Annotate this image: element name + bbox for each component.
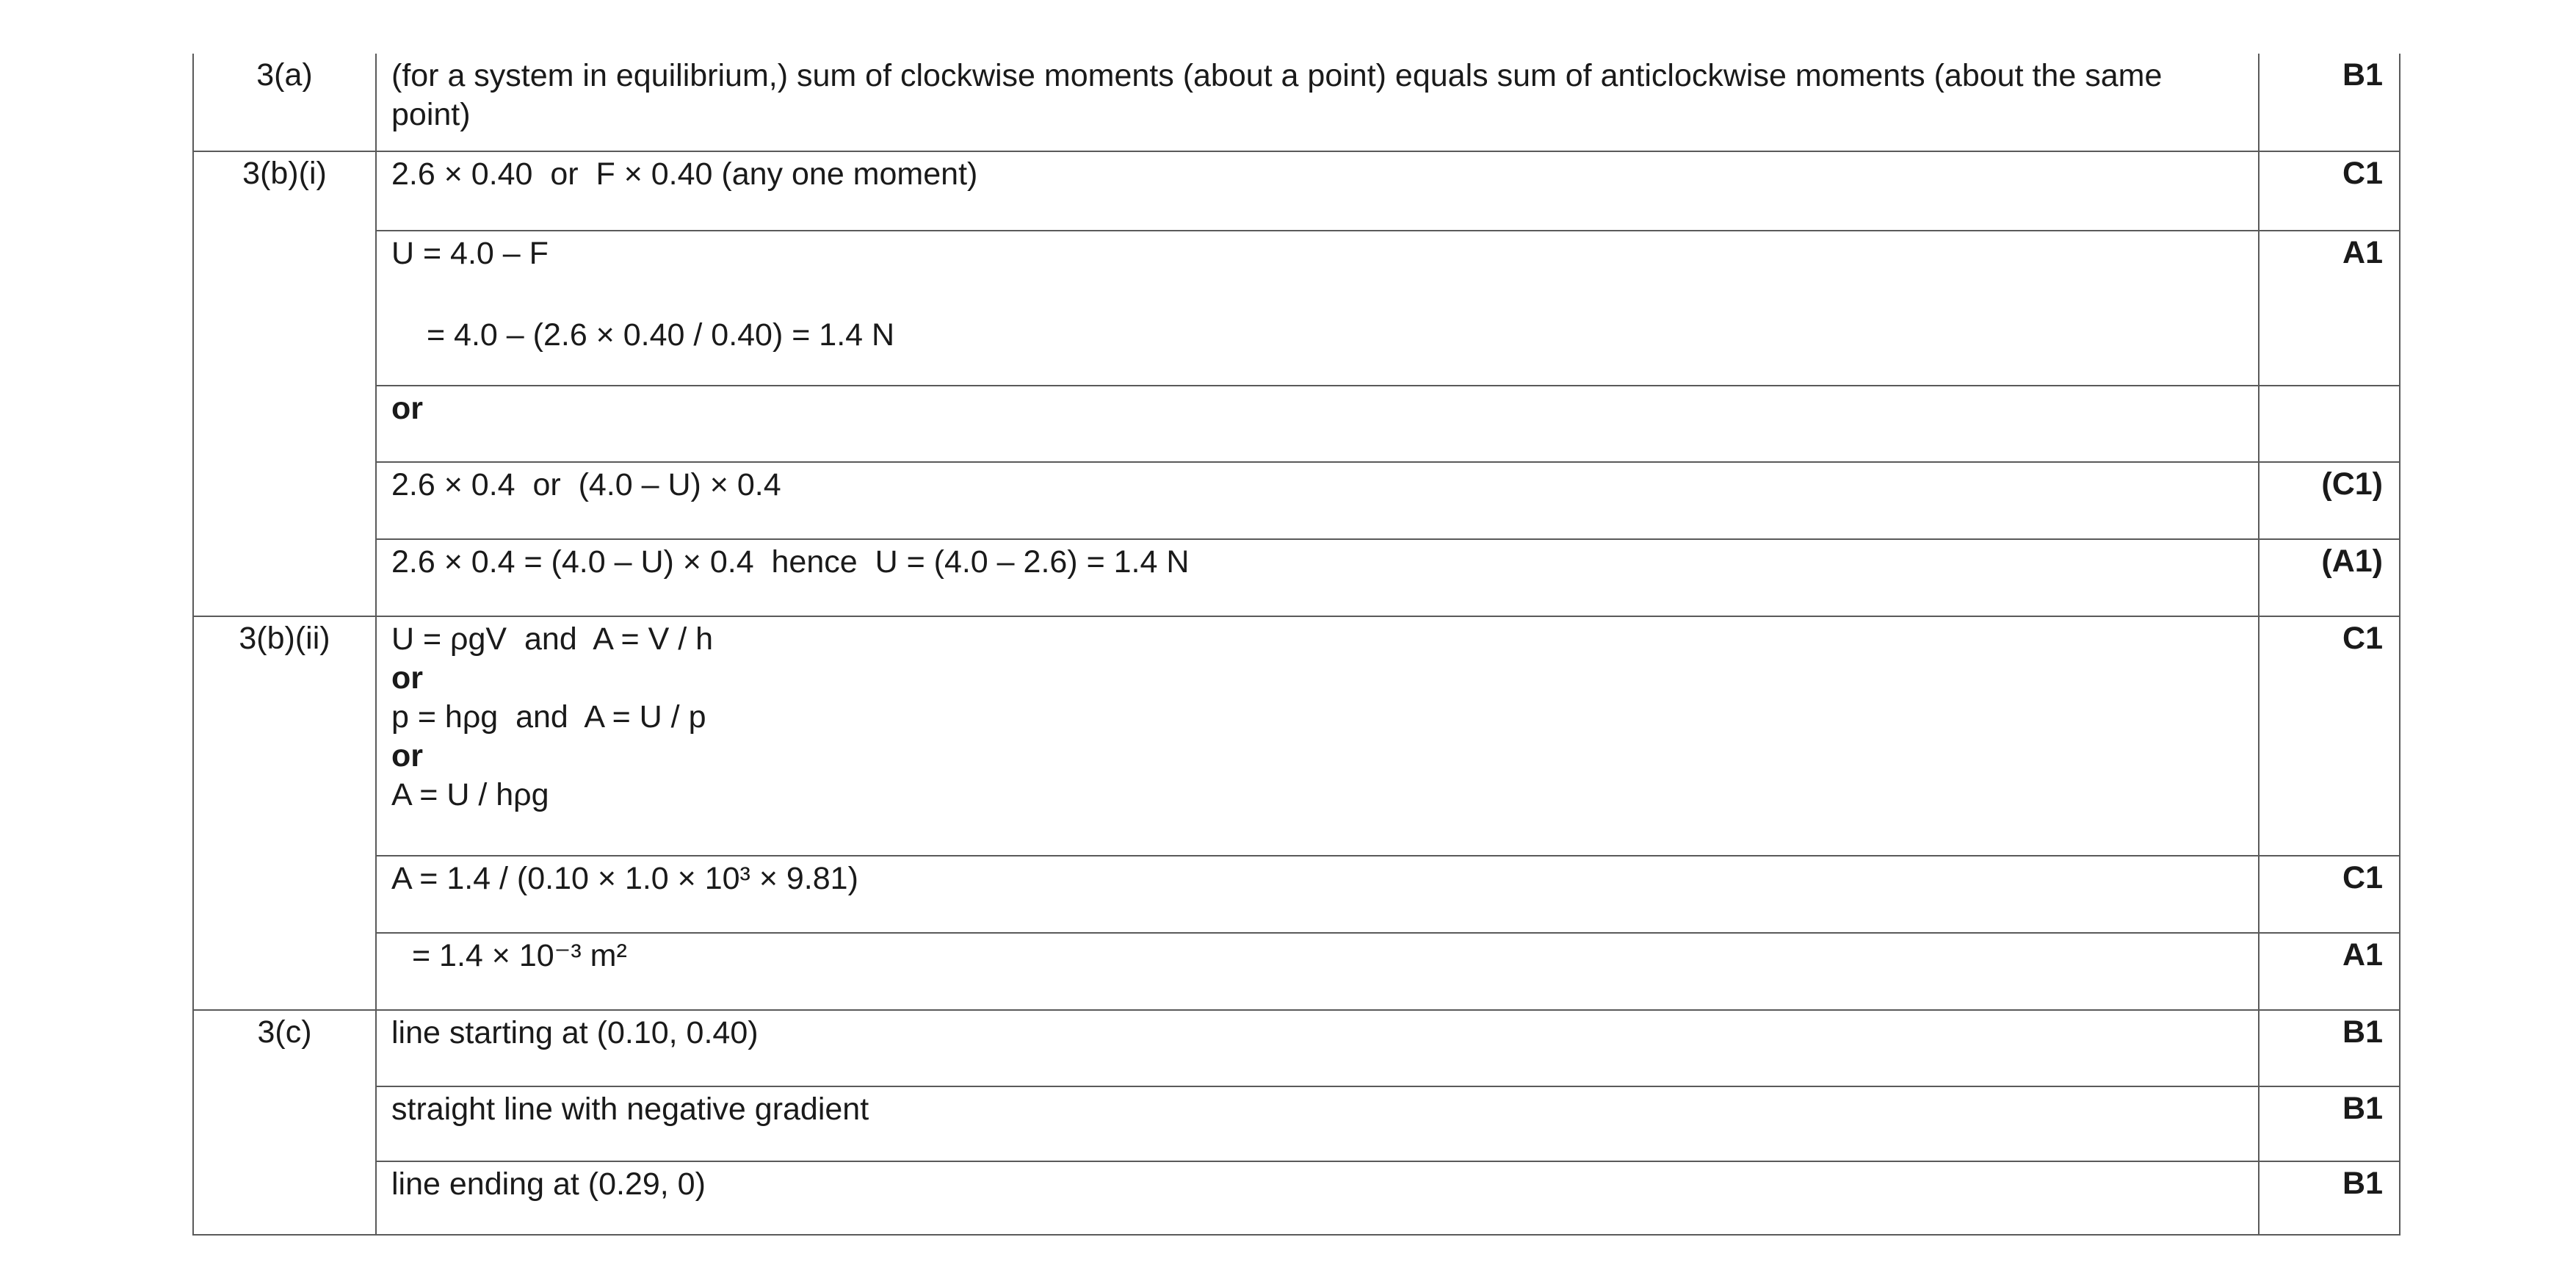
answer-rows: [377, 152, 2399, 616]
mark-cell: [2260, 386, 2399, 461]
question-group-3c: [194, 1009, 2399, 1234]
table-row: [377, 855, 2399, 932]
answer-cell: [377, 1087, 2260, 1161]
answer-text: 2.6 × 0.40 or F × 0.40 (any one moment): [391, 156, 978, 192]
mark-cell: C1: [2342, 156, 2383, 191]
question-group-3a: [194, 54, 2399, 151]
answer-line: U = 4.0 – F: [391, 236, 549, 271]
answer-text: straight line with negative gradient: [391, 1092, 869, 1127]
question-group-3bii: [194, 616, 2399, 1009]
answer-cell: [377, 231, 2260, 385]
answer-rows: [377, 617, 2399, 1009]
answer-cell: [377, 1011, 2260, 1086]
question-group-3bi: [194, 151, 2399, 616]
answer-line: U = ρgV and A = V / h: [391, 621, 714, 657]
answer-text: (for a system in equilibrium,) sum of clockwise moments (about a point) equals sum of anticlockwise moments (about the same point): [391, 58, 2163, 132]
answer-cell: [377, 386, 2260, 461]
answer-rows: [377, 54, 2399, 151]
mark-cell: (C1): [2321, 466, 2383, 502]
table-row: [377, 538, 2399, 616]
answer-cell: [377, 1162, 2260, 1234]
answer-text: line ending at (0.29, 0): [391, 1166, 706, 1202]
mark-scheme-table: [192, 54, 2400, 1236]
answer-cell: [377, 54, 2260, 151]
question-number: 3(c): [194, 1011, 377, 1234]
answer-cell: [377, 463, 2260, 538]
answer-text: A = 1.4 / (0.10 × 1.0 × 10³ × 9.81): [391, 861, 858, 896]
table-row: [377, 1086, 2399, 1161]
table-row: [377, 54, 2399, 151]
mark-cell: B1: [2342, 57, 2383, 93]
mark-cell: C1: [2342, 621, 2383, 656]
mark-cell: C1: [2342, 860, 2383, 895]
answer-rows: [377, 1011, 2399, 1234]
answer-cell: [377, 856, 2260, 932]
answer-cell: [377, 540, 2260, 616]
answer-text: line starting at (0.10, 0.40): [391, 1015, 759, 1050]
answer-line: or: [391, 738, 423, 773]
question-number: 3(b)(i): [194, 152, 377, 616]
answer-line: or: [391, 660, 423, 696]
table-row: [377, 617, 2399, 855]
answer-text: 2.6 × 0.4 or (4.0 – U) × 0.4: [391, 467, 781, 502]
table-row: [377, 230, 2399, 385]
table-row: [377, 152, 2399, 230]
answer-text: 2.6 × 0.4 = (4.0 – U) × 0.4 hence U = (4.0 – 2.6) = 1.4 N: [391, 544, 1190, 580]
question-number: 3(b)(ii): [194, 617, 377, 1009]
mark-cell: B1: [2342, 1014, 2383, 1050]
answer-line: = 4.0 – (2.6 × 0.40 / 0.40) = 1.4 N: [427, 317, 895, 353]
table-row: [377, 1011, 2399, 1086]
table-row: [377, 932, 2399, 1009]
question-number: 3(a): [194, 54, 377, 151]
table-row: [377, 461, 2399, 538]
answer-line: p = hρg and A = U / p: [391, 699, 706, 735]
answer-line: A = U / hρg: [391, 777, 549, 812]
answer-cell: [377, 152, 2260, 230]
answer-text: or: [391, 391, 423, 426]
answer-text: = 1.4 × 10⁻³ m²: [412, 938, 627, 973]
mark-cell: B1: [2342, 1166, 2383, 1201]
answer-cell: [377, 617, 2260, 855]
mark-cell: (A1): [2321, 544, 2383, 579]
mark-cell: A1: [2342, 235, 2383, 270]
answer-cell: [377, 934, 2260, 1009]
table-row: [377, 385, 2399, 461]
table-row: [377, 1161, 2399, 1234]
mark-cell: B1: [2342, 1091, 2383, 1126]
mark-cell: A1: [2342, 937, 2383, 973]
